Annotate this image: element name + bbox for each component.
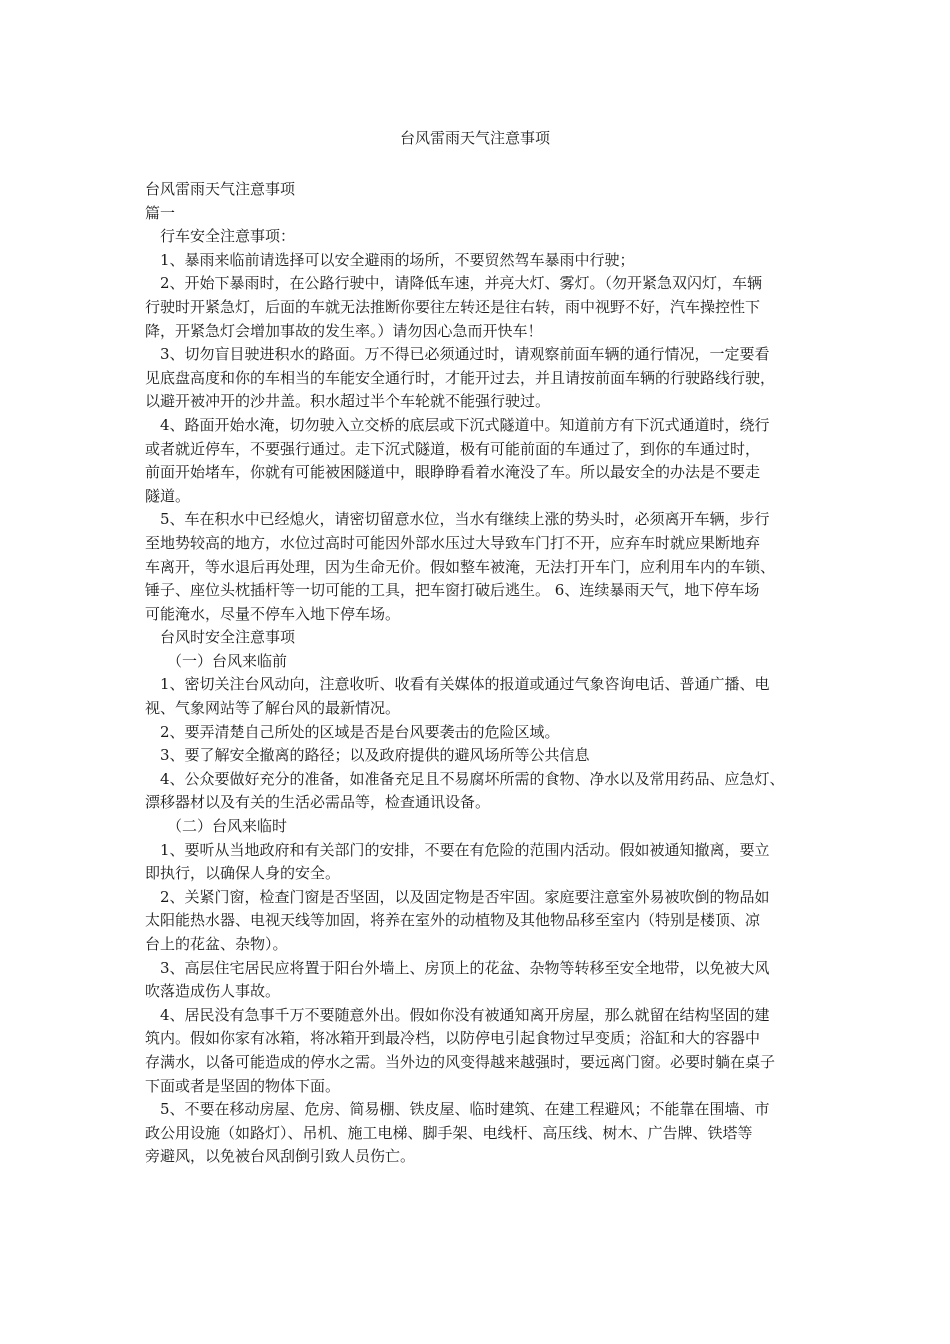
text-line: 台上的花盆、杂物）。 [145, 935, 288, 953]
text-line: 以避开被冲开的沙井盖。积水超过半个车轮就不能强行驶过。 [145, 392, 551, 411]
document-body [145, 178, 815, 1169]
text-line: 3、要了解安全撤离的路径；以及政府提供的避风场所等公共信息 [160, 746, 590, 765]
text-line: 政公用设施（如路灯）、吊机、施工电梯、脚手架、电线杆、高压线、树木、广告牌、铁塔等 [145, 1123, 753, 1142]
text-line: 见底盘高度和你的车相当的车能安全通行时，才能开过去，并且请按前面车辆的行驶路线行驶， [145, 368, 776, 387]
text-line: 4、公众要做好充分的准备，如准备充足且不易腐坏所需的食物、净水以及常用药品、应急灯、 [160, 769, 785, 788]
text-line: 太阳能热水器、电视天线等加固，将养在室外的动植物及其他物品移至室内（特别是楼顶、凉 [145, 911, 761, 930]
text-line: 篇一 [145, 203, 176, 222]
text-line: 筑内。假如你家有冰箱，将冰箱开到最冷档，以防停电引起食物过早变质；浴缸和大的容器中 [145, 1029, 761, 1048]
text-line: 下面或者是坚固的物体下面。 [145, 1076, 341, 1095]
text-line: （二）台风来临时 [167, 817, 288, 836]
text-line: 视、气象网站等了解台风的最新情况。 [145, 699, 401, 718]
text-line: 旁避风，以免被台风刮倒引致人员伤亡。 [145, 1147, 416, 1166]
text-line: 至地势较高的地方，水位过高时可能因外部水压过大导致车门打不开，应弃车时就应果断地弃 [145, 533, 761, 552]
text-line: 或者就近停车，不要强行通过。走下沉式隧道，极有可能前面的车通过了，到你的车通过时， [145, 439, 761, 458]
text-line: 降，开紧急灯会增加事故的发生率。）请勿因心急而开快车！ [145, 321, 543, 340]
text-line: 前面开始堵车，你就有可能被困隧道中，眼睁睁看着水淹没了车。所以最安全的办法是不要走 [145, 463, 761, 482]
text-line: 2、开始下暴雨时，在公路行驶中，请降低车速，并亮大灯、雾灯。（勿开紧急双闪灯，车辆 [160, 274, 763, 293]
text-line: 3、高层住宅居民应将置于阳台外墙上、房顶上的花盆、杂物等转移至安全地带，以免被大风 [160, 958, 770, 977]
text-line: 即执行，以确保人身的安全。 [145, 864, 341, 883]
text-line: 台风雷雨天气注意事项 [145, 180, 296, 198]
text-line: 存满水，以备可能造成的停水之需。当外边的风变得越来越强时，要远离门窗。必要时躺在桌子 [145, 1052, 776, 1071]
text-line: 车离开，等水退后再处理，因为生命无价。假如整车被淹，无法打开车门，应利用车内的车锁、 [145, 557, 776, 576]
text-line: 2、要弄清楚自己所处的区域是否是台风要袭击的危险区域。 [160, 722, 560, 741]
text-line: 2、关紧门窗，检查门窗是否坚固，以及固定物是否牢固。家庭要注意室外易被吹倒的物品如 [160, 887, 770, 906]
text-line: 4、居民没有急事千万不要随意外出。假如你没有被通知离开房屋，那么就留在结构坚固的建 [160, 1005, 770, 1024]
text-line: 1、密切关注台风动向，注意收听、收看有关媒体的报道或通过气象咨询电话、普通广播、电 [160, 675, 770, 694]
page-title: 台风雷雨天气注意事项 [399, 129, 550, 147]
text-line: （一）台风来临前 [167, 651, 288, 670]
text-line: 1、暴雨来临前请选择可以安全避雨的场所，不要贸然驾车暴雨中行驶； [160, 250, 635, 269]
text-line: 台风时安全注意事项 [160, 628, 296, 647]
text-line: 行车安全注意事项： [160, 227, 296, 246]
text-line: 漂移器材以及有关的生活必需品等，检查通讯设备。 [145, 793, 491, 812]
text-line: 3、切勿盲目驶进积水的路面。万不得已必须通过时，请观察前面车辆的通行情况，一定要看 [160, 345, 770, 364]
text-line: 5、车在积水中已经熄火，请密切留意水位，当水有继续上涨的势头时，必须离开车辆，步行 [160, 510, 770, 529]
text-line: 行驶时开紧急灯，后面的车就无法推断你要往左转还是往右转，雨中视野不好，汽车操控性下 [145, 297, 761, 316]
text-line: 5、不要在移动房屋、危房、简易棚、铁皮屋、临时建筑、在建工程避风；不能靠在围墙、市 [160, 1100, 770, 1119]
text-line: 1、要听从当地政府和有关部门的安排，不要在有危险的范围内活动。假如被通知撤离，要立 [160, 840, 770, 859]
text-line: 吹落造成伤人事故。 [145, 982, 281, 1001]
text-line: 隧道。 [145, 486, 191, 505]
text-line: 4、路面开始水淹，切勿驶入立交桥的底层或下沉式隧道中。知道前方有下沉式通道时，绕行 [160, 415, 770, 434]
text-line: 锤子、座位头枕插杆等一切可能的工具，把车窗打破后逃生。 6、连续暴雨天气，地下停车场 [145, 581, 760, 600]
text-line: 可能淹水，尽量不停车入地下停车场。 [145, 604, 401, 623]
